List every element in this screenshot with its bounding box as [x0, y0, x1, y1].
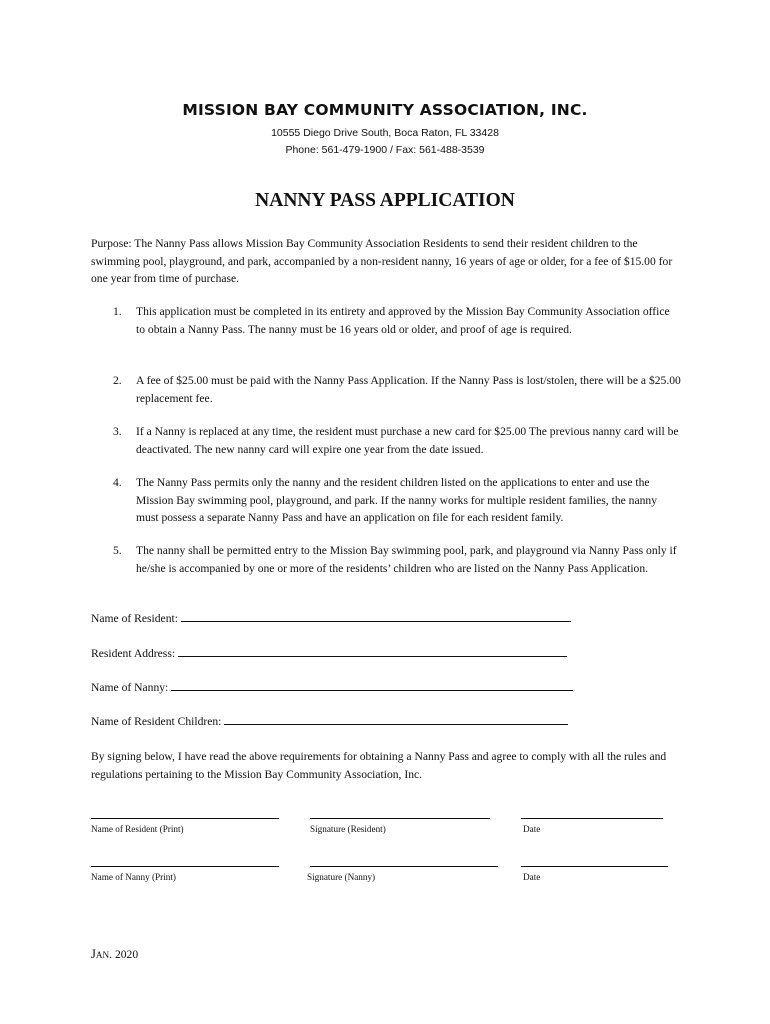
resident-print-line[interactable]	[91, 818, 279, 819]
nanny-signature-line[interactable]	[310, 866, 498, 867]
revision-year: . 2020	[109, 948, 139, 961]
resident-name-field	[91, 611, 571, 625]
nanny-signature-label: Signature (Nanny)	[307, 872, 376, 882]
resident-print-label: Name of Resident (Print)	[91, 824, 184, 834]
rule-text: This application must be completed in its entirety and approved by the Mission Bay Community Association office to obtain a Nanny Pass. The nanny must be 16 years old or older, and proof of age is required.	[136, 305, 670, 336]
resident-date-label: Date	[523, 824, 541, 834]
organization-phone-fax: Phone: 561-479-1900 / Fax: 561-488-3539	[285, 144, 485, 156]
resident-date-line[interactable]	[521, 818, 663, 819]
rule-text: The Nanny Pass permits only the nanny and the resident children listed on the applications to enter and use the Mission Bay swimming pool, playground, and park. If the nanny works for multiple resident families, the nanny must possess a separate Nanny Pass and have an application on file for each resident family.	[136, 476, 657, 524]
rule-number: 3.	[113, 425, 122, 438]
agreement-paragraph: By signing below, I have read the above requirements for obtaining a Nanny Pass and agree to comply with all the rules and regulations pertaining to the Mission Bay Community Association, Inc.	[91, 750, 667, 781]
resident-signature-line[interactable]	[310, 818, 490, 819]
revision-date	[91, 947, 138, 962]
revision-month-initial: J	[91, 947, 96, 961]
rule-text: A fee of $25.00 must be paid with the Nanny Pass Application. If the Nanny Pass is lost/stolen, there will be a $25.00 replacement fee.	[136, 374, 681, 405]
rule-text: The nanny shall be permitted entry to the Mission Bay swimming pool, park, and playground via Nanny Pass only if he/she is accompanied by one or more of the residents’ children who are listed on the Nanny Pass Application.	[136, 544, 677, 575]
nanny-print-label: Name of Nanny (Print)	[91, 872, 176, 882]
nanny-print-line[interactable]	[91, 866, 279, 867]
resident-children-input[interactable]	[224, 714, 568, 725]
revision-month-rest: AN	[95, 950, 110, 960]
resident-name-label: Name of Resident:	[91, 612, 178, 625]
rule-item-1	[91, 303, 681, 338]
resident-address-field	[91, 646, 567, 660]
rule-item-4	[91, 474, 681, 527]
resident-signature-label: Signature (Resident)	[310, 824, 386, 834]
rule-number: 2.	[113, 374, 122, 387]
resident-address-label: Resident Address:	[91, 647, 176, 660]
rule-number: 5.	[113, 544, 122, 557]
purpose-paragraph: Purpose: The Nanny Pass allows Mission Bay Community Association Residents to send their resident children to the swimming pool, playground, and park, accompanied by a non-resident nanny, 16 years of age or older, for a fee of $15.00 for one year from time of purchase.	[91, 237, 673, 285]
resident-name-input[interactable]	[181, 611, 571, 622]
organization-name: MISSION BAY COMMUNITY ASSOCIATION, INC.	[182, 101, 588, 119]
rule-number: 4.	[113, 476, 122, 489]
nanny-name-field	[91, 680, 573, 694]
resident-address-input[interactable]	[178, 646, 567, 657]
resident-children-field	[91, 714, 568, 728]
rule-item-3	[91, 423, 681, 458]
rule-item-2	[91, 372, 681, 407]
nanny-name-input[interactable]	[171, 680, 573, 691]
nanny-date-label: Date	[523, 872, 541, 882]
resident-children-label: Name of Resident Children:	[91, 715, 222, 728]
organization-address: 10555 Diego Drive South, Boca Raton, FL 33428	[271, 127, 499, 139]
nanny-name-label: Name of Nanny:	[91, 681, 169, 694]
document-title: NANNY PASS APPLICATION	[255, 190, 515, 211]
nanny-date-line[interactable]	[521, 866, 668, 867]
rule-number: 1.	[113, 305, 122, 318]
rule-item-5	[91, 542, 681, 577]
rule-text: If a Nanny is replaced at any time, the resident must purchase a new card for $25.00 The previous nanny card will be deactivated. The new nanny card will expire one year from the date issued.	[136, 425, 679, 456]
